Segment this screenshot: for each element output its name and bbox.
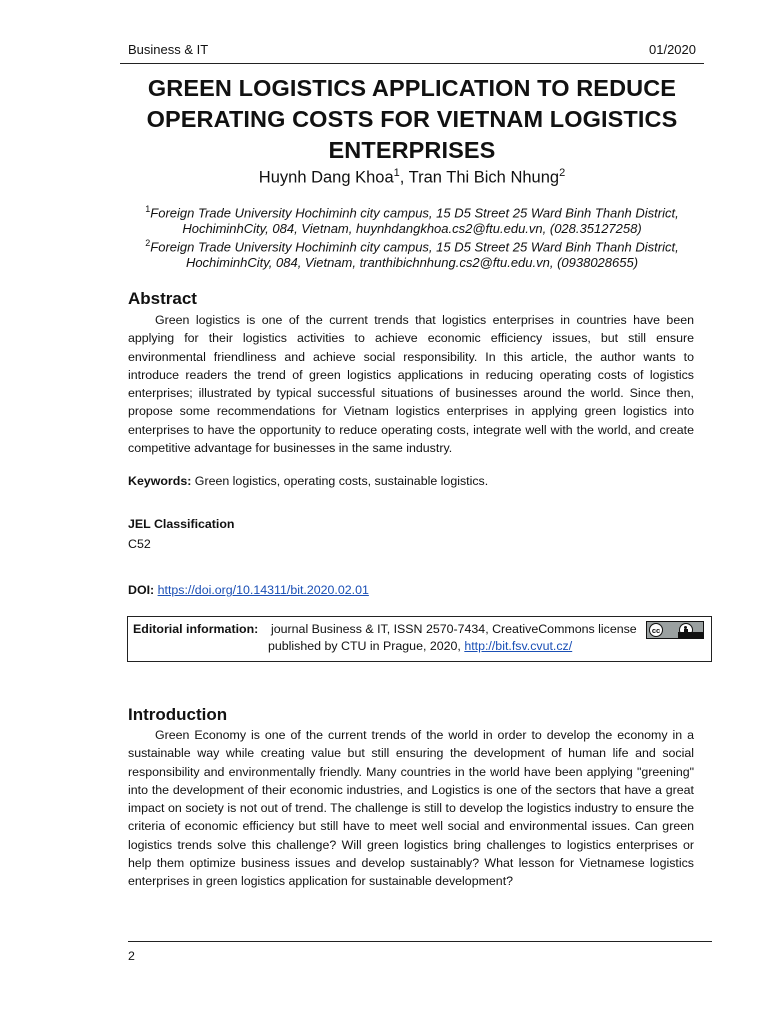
journal-name: Business & IT (128, 42, 209, 57)
editorial-line-1: journal Business & IT, ISSN 2570-7434, CreativeCommons license (271, 622, 637, 636)
abstract-heading: Abstract (128, 289, 197, 308)
keywords-label: Keywords: (128, 474, 192, 488)
author-1-mark: 1 (393, 167, 400, 179)
keywords (128, 474, 488, 488)
author-separator: , (399, 168, 409, 187)
affiliation-1-text: Foreign Trade University Hochiminh city campus, 15 D5 Street 25 Ward Binh Thanh District, HochiminhCity, 084, Vietnam, huynhdangkhoa.cs2@ftu.edu.vn, (028.35127258) (150, 205, 679, 236)
footer-rule (128, 941, 712, 942)
issue-number: 01/2020 (649, 42, 696, 57)
introduction-heading: Introduction (128, 705, 228, 724)
author-list (120, 167, 704, 188)
author-2-mark: 2 (559, 167, 566, 179)
affiliation-2-text: Foreign Trade University Hochiminh city campus, 15 D5 Street 25 Ward Binh Thanh District, HochiminhCity, 084, Vietnam, tranthibichnhung.cs2@ftu.edu.vn, (0938028655) (150, 239, 679, 271)
affiliation-1 (120, 202, 704, 236)
editorial-label: Editorial information: (133, 622, 259, 636)
doi (128, 583, 369, 597)
doi-link[interactable]: https://doi.org/10.14311/bit.2020.02.01 (157, 583, 369, 597)
affiliation-2-mark: 2 (145, 238, 151, 249)
page-number: 2 (128, 949, 135, 963)
author-2: Tran Thi Bich Nhung (408, 168, 560, 187)
affiliation-2 (120, 236, 704, 270)
keywords-text: Green logistics, operating costs, sustainable logistics. (191, 474, 489, 488)
creative-commons-icon: cc (649, 623, 663, 637)
editorial-publisher: published by CTU in Prague, 2020, (268, 639, 465, 653)
by-label-strip (678, 632, 704, 638)
doi-label: DOI: (128, 583, 155, 597)
abstract-text: Green logistics is one of the current trends that logistics enterprises in countries have been applying for their logistics activities to achieve economic efficiency issues, but still ensure environmental friendliness and achieve social responsibility. In this article, the author wants to introduce readers the trend of green logistics applications in reducing operating costs of logistics enterprises; illustrated by typical successful situations of businesses around the world. Since then, propose some recommendations for Vietnam logistics enterprises in applying green logistics into enterprises to have the opportunity to reduce operating costs, integrate well with the world, and create competitive advantage for businesses in the same industry. (128, 313, 694, 456)
paper-title: GREEN LOGISTICS APPLICATION TO REDUCE OPERATING COSTS FOR VIETNAM LOGISTICS ENTERPRISES (146, 75, 678, 163)
author-1: Huynh Dang Khoa (258, 168, 394, 187)
journal-website-link[interactable]: http://bit.fsv.cvut.cz/ (464, 639, 573, 653)
running-header (128, 42, 696, 57)
affiliations (120, 202, 704, 271)
introduction-text: Green Economy is one of the current trends of the world in order to develop the economy in a sustainable way while creating value but still ensuring the development of human life and social responsibility and environmentally friendly. Many countries in the world have been applying "greening" into the development of their economic industries, and Logistics is one of the sectors that have a great impact on society is not out of trend. The challenge is still to develop the logistics industry to ensure the criteria of economic efficiency but still have to meet well social and environmental issues. Can green logistics trends solve this challenge? Will green logistics bring challenges to logistics enterprises or help them optimize business issues and develop sustainably? What lesson for Vietnamese logistics enterprises in green logistics application for sustainable development? (128, 728, 694, 889)
jel-heading: JEL Classification (128, 517, 235, 531)
jel-code: C52 (128, 537, 151, 551)
header-rule (120, 63, 704, 64)
editorial-line-2 (268, 639, 572, 653)
cc-by-license-badge[interactable] (646, 621, 704, 639)
affiliation-1-mark: 1 (145, 204, 151, 214)
editorial-box (127, 616, 712, 662)
